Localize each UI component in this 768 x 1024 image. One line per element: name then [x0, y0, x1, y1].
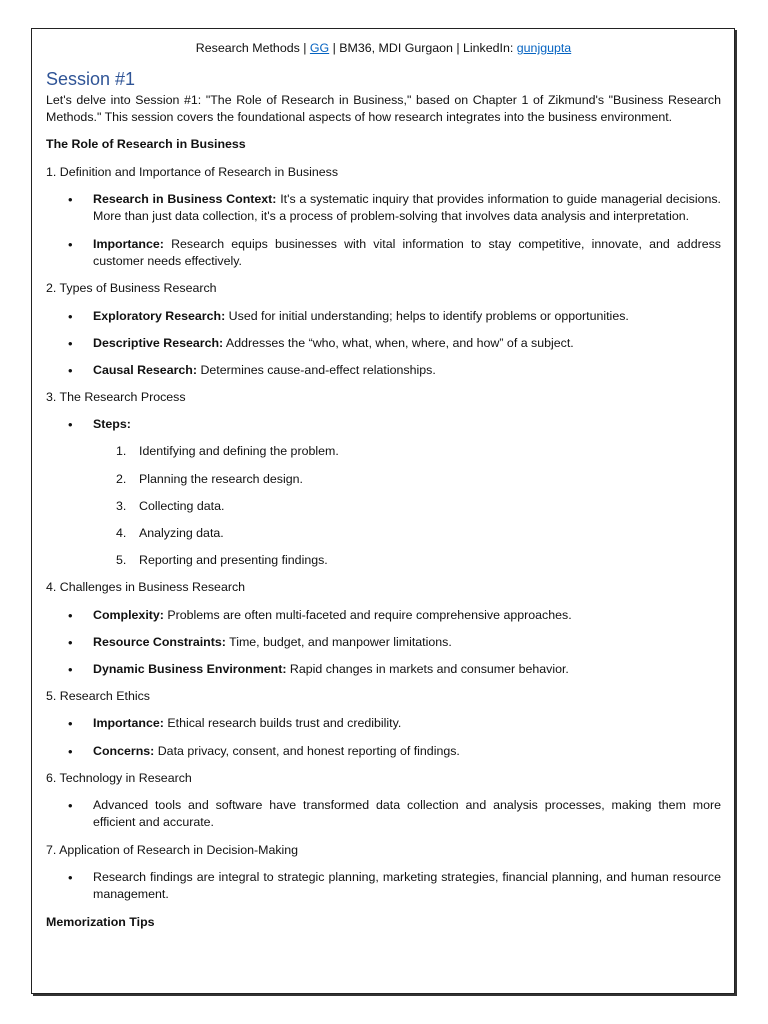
item-text: Collecting data. [139, 498, 225, 513]
item-number: 1. [116, 444, 127, 459]
numbered-item [93, 471, 721, 489]
item-text: It's a systematic inquiry that provides information to guide managerial decisions. More than just data collection, it's a process of problem-solving that involves data analysis and interpretation. [93, 191, 721, 224]
item-label: Complexity: [93, 607, 164, 622]
document-header [46, 40, 721, 58]
list-item [46, 661, 721, 679]
list-item [46, 715, 721, 733]
header-middle: | BM36, MDI Gurgaon | LinkedIn: [329, 41, 517, 55]
section-title: 3. The Research Process [46, 390, 186, 405]
list-item [46, 869, 721, 904]
list-item [46, 743, 721, 761]
section-title: 2. Types of Business Research [46, 281, 217, 296]
item-text: Analyzing data. [139, 526, 224, 540]
list-item [46, 416, 721, 570]
section-title: 1. Definition and Importance of Research in Business [46, 164, 339, 179]
item-text: Research findings are integral to strategic planning, marketing strategies, financial planning, and human resource management. [93, 869, 721, 902]
item-label: Exploratory Research: [93, 308, 226, 323]
session-title: Session #1 [46, 68, 136, 89]
item-text: Time, budget, and manpower limitations. [225, 634, 452, 649]
header-prefix: Research Methods | [195, 41, 310, 55]
section-title: 6. Technology in Research [46, 770, 192, 785]
numbered-item [93, 525, 721, 543]
bullet-list [46, 308, 721, 380]
item-number: 3. [116, 498, 127, 513]
bullet-list [46, 715, 721, 760]
steps-label: Steps: [93, 417, 131, 432]
bullet-list [46, 797, 721, 832]
bullet-list [46, 191, 721, 271]
item-text: Used for initial understanding; helps to identify problems or opportunities. [225, 308, 629, 323]
item-text: Identifying and defining the problem. [139, 444, 339, 459]
item-text: Rapid changes in markets and consumer behavior. [286, 661, 569, 676]
gg-link[interactable]: GG [309, 41, 330, 55]
bullet-list [46, 607, 721, 679]
list-item [46, 797, 721, 832]
item-label: Concerns: [93, 743, 155, 758]
item-number: 2. [116, 471, 127, 486]
item-text: Data privacy, consent, and honest reporting of findings. [154, 743, 460, 758]
list-item [46, 362, 721, 380]
numbered-item [93, 498, 721, 516]
numbered-item [93, 552, 721, 570]
list-item [46, 191, 721, 226]
item-label: Descriptive Research: [93, 335, 224, 350]
item-text: Planning the research design. [139, 471, 303, 486]
section-title: 4. Challenges in Business Research [46, 580, 246, 595]
item-text: Problems are often multi-faceted and require comprehensive approaches. [163, 607, 572, 622]
intro-paragraph: Let's delve into Session #1: "The Role of Research in Business," based on Chapter 1 of Zikmund's "Business Research Methods." This session covers the foundational aspects of how research integrates into the business environment. [46, 92, 721, 125]
list-item [46, 607, 721, 625]
item-label: Importance: [93, 236, 164, 251]
list-item [46, 634, 721, 652]
list-item [46, 236, 721, 271]
section-title: 7. Application of Research in Decision-Making [46, 842, 299, 857]
numbered-list [93, 443, 721, 569]
item-text: Addresses the “who, what, when, where, and how” of a subject. [223, 335, 574, 350]
section-title: 5. Research Ethics [46, 689, 150, 704]
item-text: Determines cause-and-effect relationships. [197, 362, 436, 377]
item-text: Ethical research builds trust and credibility. [163, 716, 402, 731]
item-text: Research equips businesses with vital information to stay competitive, innovate, and address customer needs effectively. [93, 236, 721, 269]
item-number: 5. [116, 553, 127, 568]
list-item [46, 335, 721, 353]
item-text: Reporting and presenting findings. [139, 553, 328, 568]
linkedin-link[interactable]: gunjgupta [516, 41, 572, 55]
memorization-heading: Memorization Tips [46, 914, 155, 929]
bullet-list [46, 869, 721, 904]
numbered-item [93, 443, 721, 461]
main-heading: The Role of Research in Business [46, 137, 246, 152]
document-body [46, 40, 721, 941]
list-item [46, 308, 721, 326]
item-label: Causal Research: [93, 362, 197, 377]
bullet-list [46, 416, 721, 570]
item-label: Importance: [93, 716, 164, 731]
item-label: Research in Business Context: [93, 191, 277, 206]
item-label: Dynamic Business Environment: [93, 661, 287, 676]
item-number: 4. [116, 526, 127, 540]
item-label: Resource Constraints: [93, 634, 226, 649]
item-text: Advanced tools and software have transformed data collection and analysis processes, making them more efficient and accurate. [93, 797, 721, 830]
